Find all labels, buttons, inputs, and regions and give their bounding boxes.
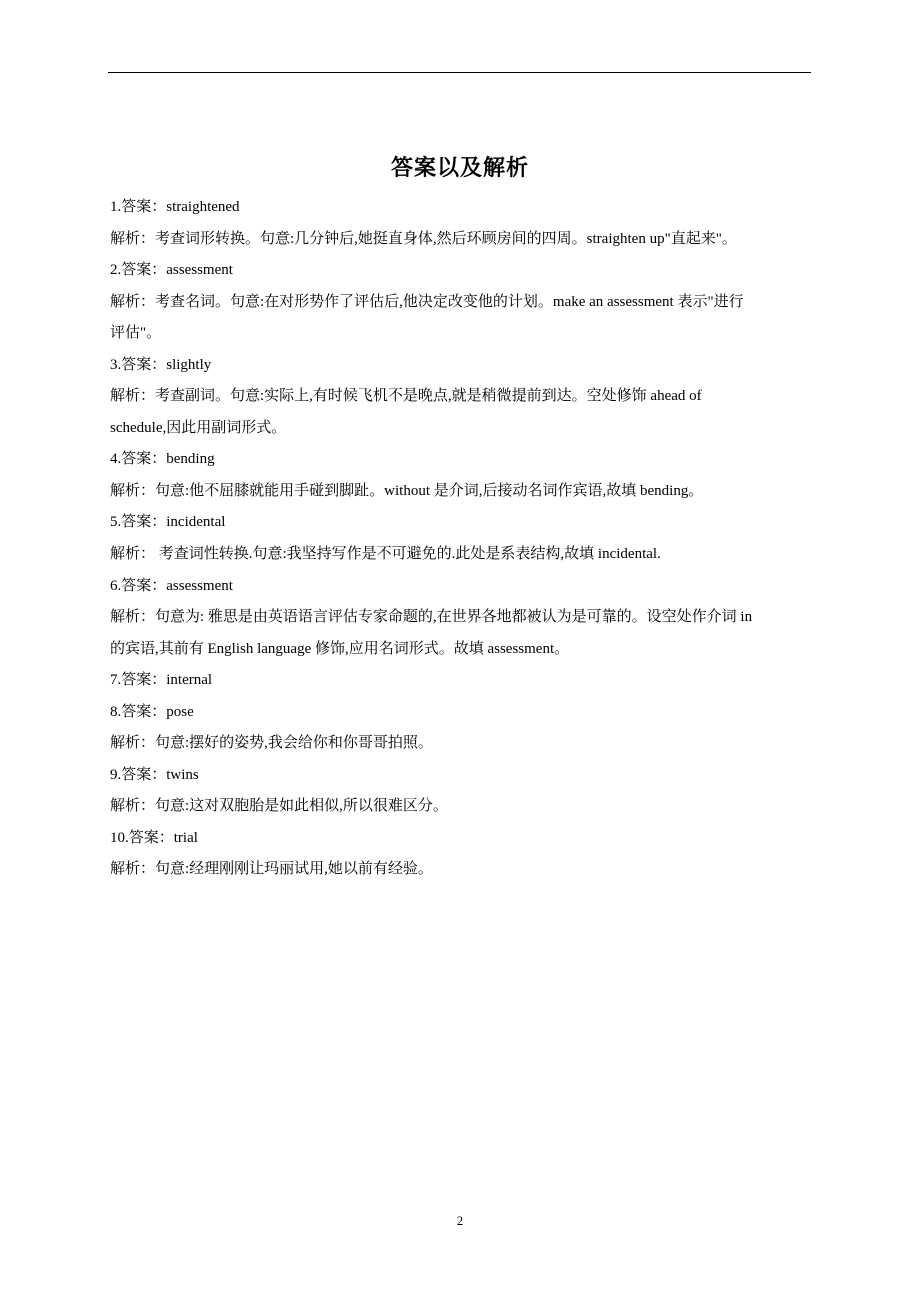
answer-line: 3.答案：slightly <box>110 356 212 373</box>
header-rule <box>108 72 811 73</box>
analysis-line: 解析：考查名词。句意:在对形势作了评估后,他决定改变他的计划。make an assessment 表示"进行 <box>110 293 744 310</box>
answer-line: 1.答案：straightened <box>110 199 240 215</box>
answer-line: 2.答案：assessment <box>110 262 233 279</box>
analysis-line: 解析：句意:摆好的姿势,我会给你和你哥哥拍照。 <box>110 735 433 752</box>
page-number: 2 <box>456 1213 464 1228</box>
answer-line: 6.答案：assessment <box>110 577 233 594</box>
analysis-line: 解析：句意:他不屈膝就能用手碰到脚趾。without 是介词,后接动名词作宾语,故填 bending。 <box>110 482 704 499</box>
answer-line: 9.答案：twins <box>110 766 199 783</box>
answer-line: 10.答案：trial <box>110 829 198 846</box>
analysis-line: 评估"。 <box>110 325 162 342</box>
analysis-line: 解析： 考查词性转换.句意:我坚持写作是不可避免的.此处是系表结构,故填 incidental. <box>110 546 661 563</box>
analysis-line: 解析：句意为: 雅思是由英语语言评估专家命题的,在世界各地都被认为是可靠的。设空处作介词 in <box>110 609 753 626</box>
analysis-line: 解析：句意:这对双胞胎是如此相似,所以很难区分。 <box>110 798 448 815</box>
analysis-line: 解析：考查副词。句意:实际上,有时候飞机不是晚点,就是稍微提前到达。空处修饰 ahead of <box>110 388 702 405</box>
answer-line: 7.答案：internal <box>110 672 213 689</box>
analysis-line: 的宾语,其前有 English language 修饰,应用名词形式。故填 assessment。 <box>110 640 570 657</box>
answer-line: 5.答案：incidental <box>110 514 226 531</box>
analysis-line: 解析：考查词形转换。句意:几分钟后,她挺直身体,然后环顾房间的四周。straighten up"直起来"。 <box>110 230 737 247</box>
analysis-line: schedule,因此用副词形式。 <box>110 419 287 436</box>
answer-line: 4.答案：bending <box>110 451 215 468</box>
answer-list <box>110 192 810 886</box>
page-title: 答案以及解析 <box>390 156 529 181</box>
answer-line: 8.答案：pose <box>110 703 194 720</box>
analysis-line: 解析：句意:经理刚刚让玛丽试用,她以前有经验。 <box>110 861 433 878</box>
